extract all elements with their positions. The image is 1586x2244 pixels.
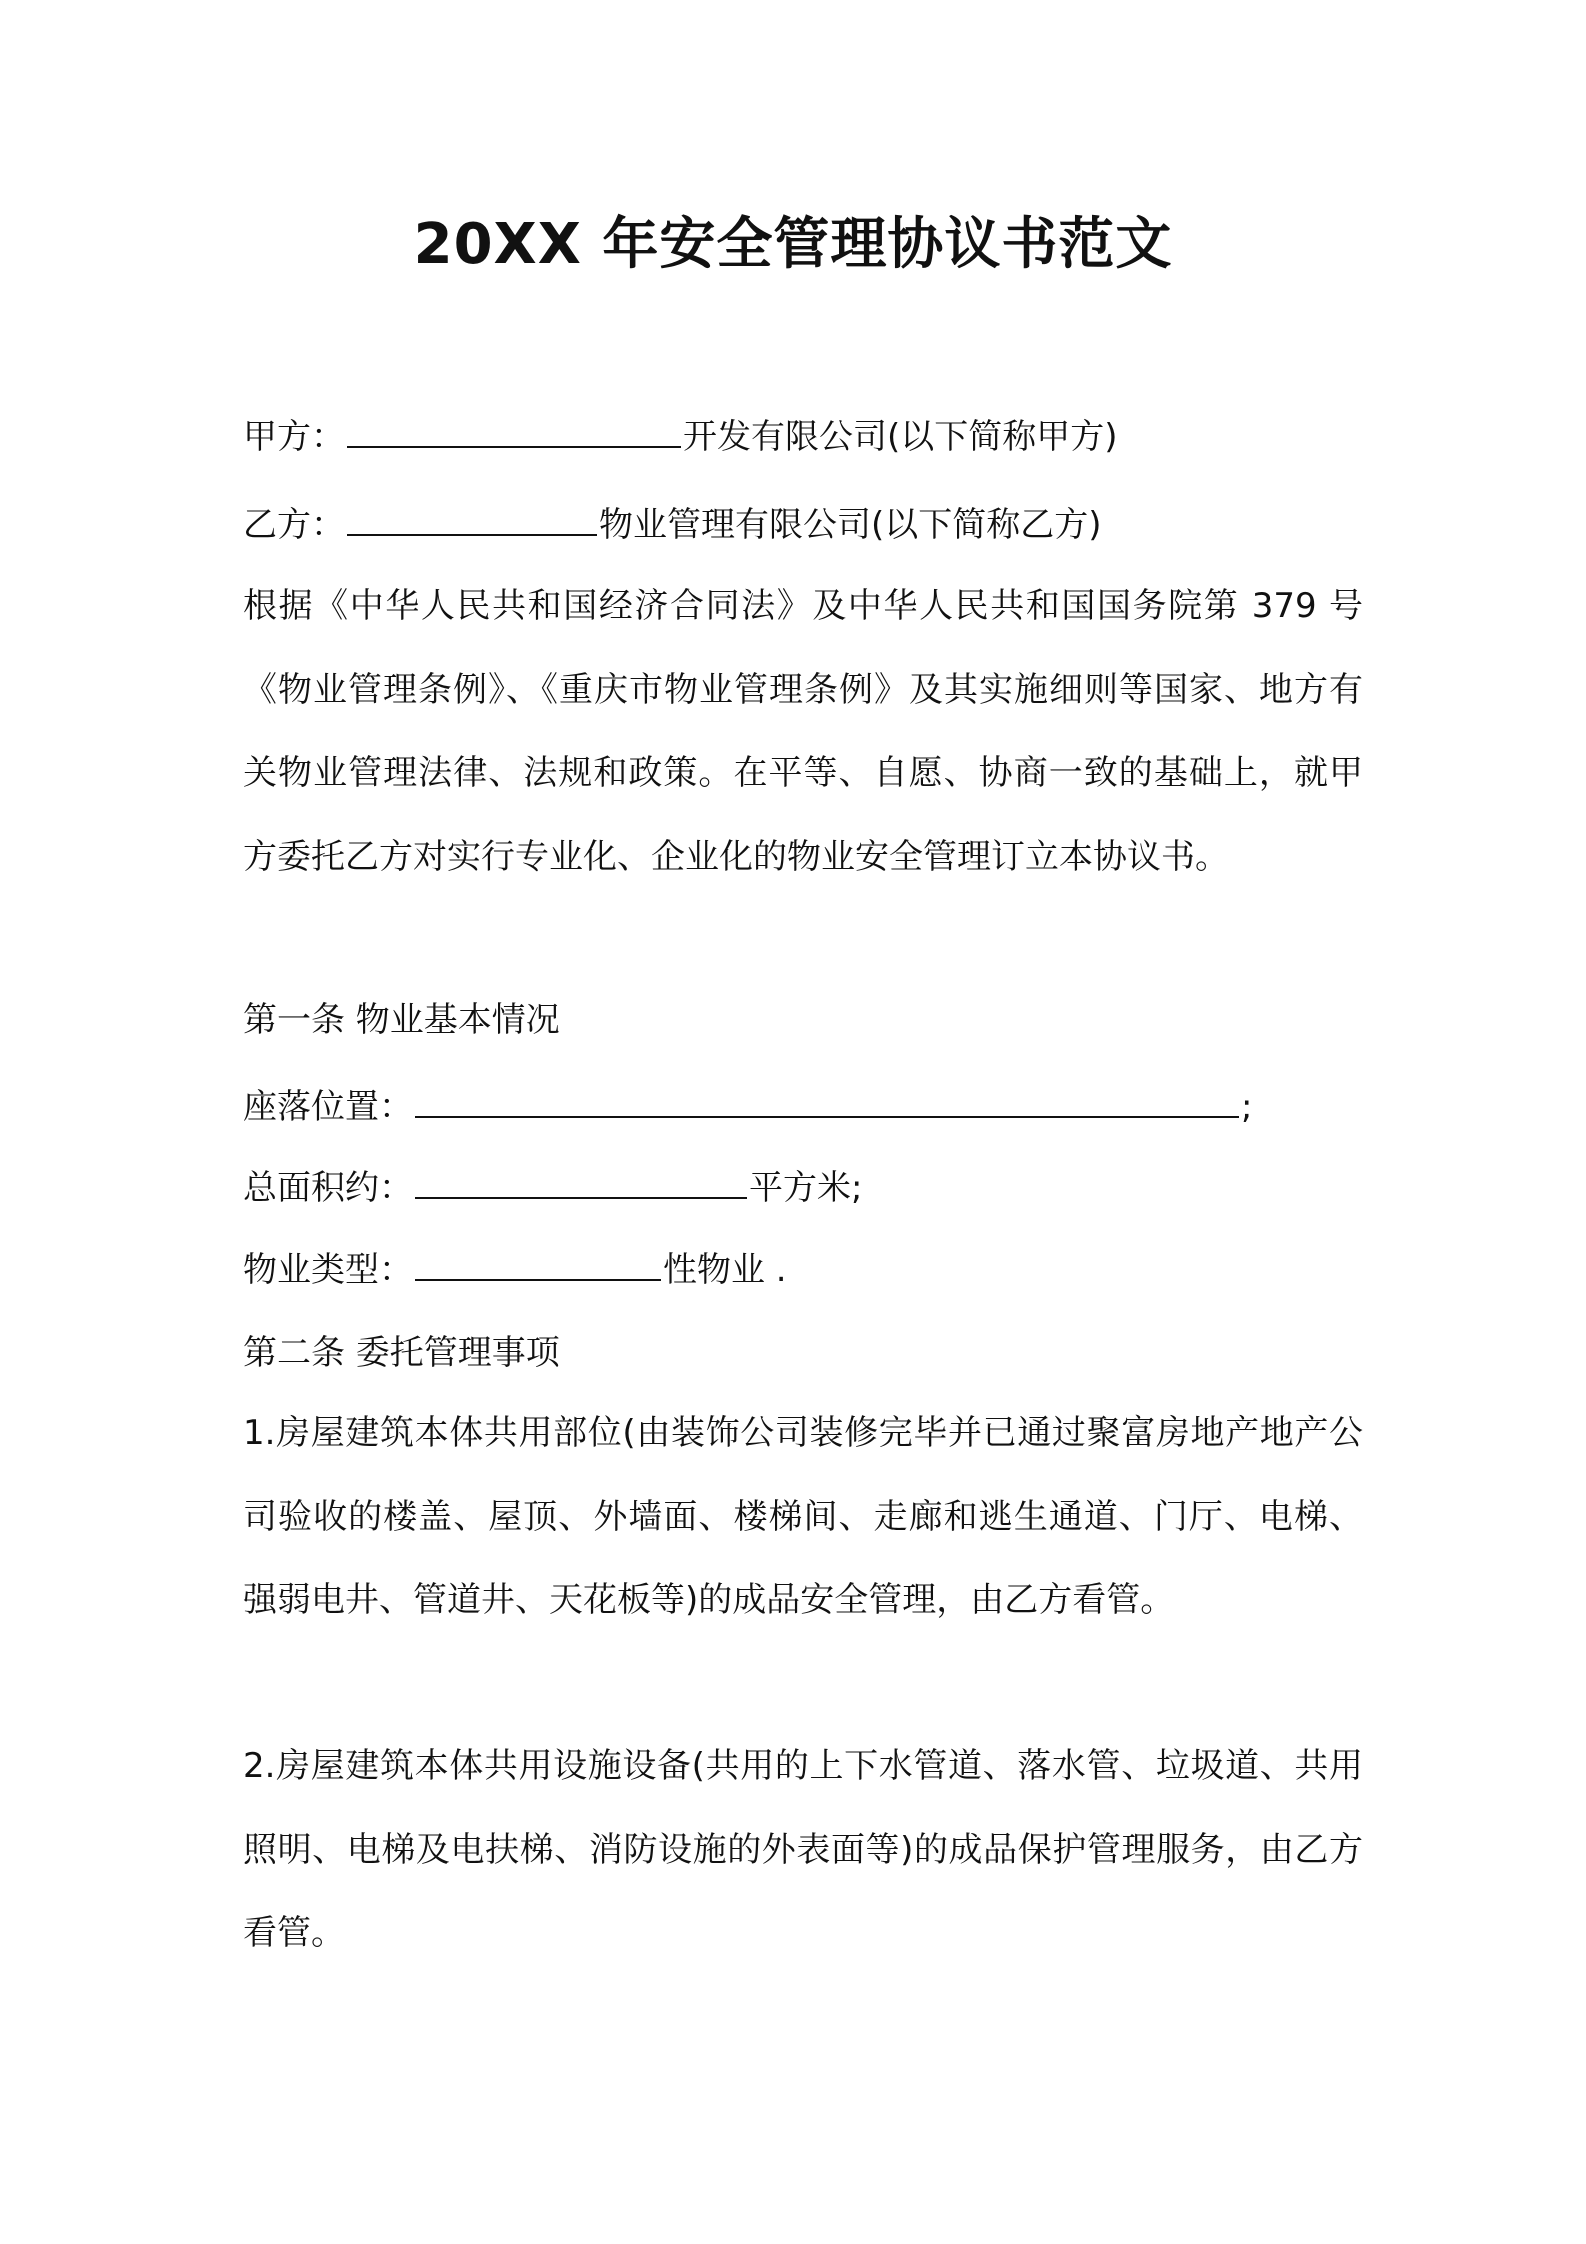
party-a-line xyxy=(243,412,1118,462)
area-blank xyxy=(415,1165,747,1199)
location-blank xyxy=(415,1084,1239,1118)
party-b-suffix: 物业管理有限公司(以下简称乙方) xyxy=(599,505,1102,545)
location-line xyxy=(243,1082,1252,1132)
location-label: 座落位置： xyxy=(243,1087,413,1127)
type-blank xyxy=(415,1247,661,1281)
party-b-line xyxy=(243,500,1102,550)
party-b-blank xyxy=(347,502,597,536)
area-suffix: 平方米; xyxy=(749,1168,863,1208)
area-label: 总面积约： xyxy=(243,1168,413,1208)
party-a-label: 甲方： xyxy=(243,417,345,457)
article2-item-2: 2.房屋建筑本体共用设施设备(共用的上下水管道、落水管、垃圾道、共用照明、电梯及电扶梯、消防设施的外表面等)的成品保护管理服务，由乙方看管。 xyxy=(243,1746,1363,1953)
article2-heading: 第二条 委托管理事项 xyxy=(243,1333,560,1373)
area-line xyxy=(243,1163,862,1213)
preamble-paragraph: 根据《中华人民共和国经济合同法》及中华人民共和国国务院第 379 号《物业管理条例》、《重庆市物业管理条例》及其实施细则等国家、地方有关物业管理法律、法规和政策。在平等、自愿、协商一致的基础上，就甲方委托乙方对实行专业化、企业化的物业安全管理订立本协议书。 xyxy=(243,586,1363,877)
party-b-label: 乙方： xyxy=(243,505,345,545)
type-label: 物业类型： xyxy=(243,1250,413,1290)
article2-item-1: 1.房屋建筑本体共用部位(由装饰公司装修完毕并已通过聚富房地产地产公司验收的楼盖、屋顶、外墙面、楼梯间、走廊和逃生通道、门厅、电梯、强弱电井、管道井、天花板等)的成品安全管理，由乙方看管。 xyxy=(243,1413,1363,1620)
party-a-blank xyxy=(347,414,681,448)
document-title: 20XX 年安全管理协议书范文 xyxy=(413,212,1173,277)
type-suffix: 性物业 . xyxy=(663,1250,787,1290)
party-a-suffix: 开发有限公司(以下简称甲方) xyxy=(683,417,1118,457)
type-line xyxy=(243,1245,787,1295)
article1-heading: 第一条 物业基本情况 xyxy=(243,1000,560,1040)
location-suffix: ; xyxy=(1241,1087,1253,1127)
